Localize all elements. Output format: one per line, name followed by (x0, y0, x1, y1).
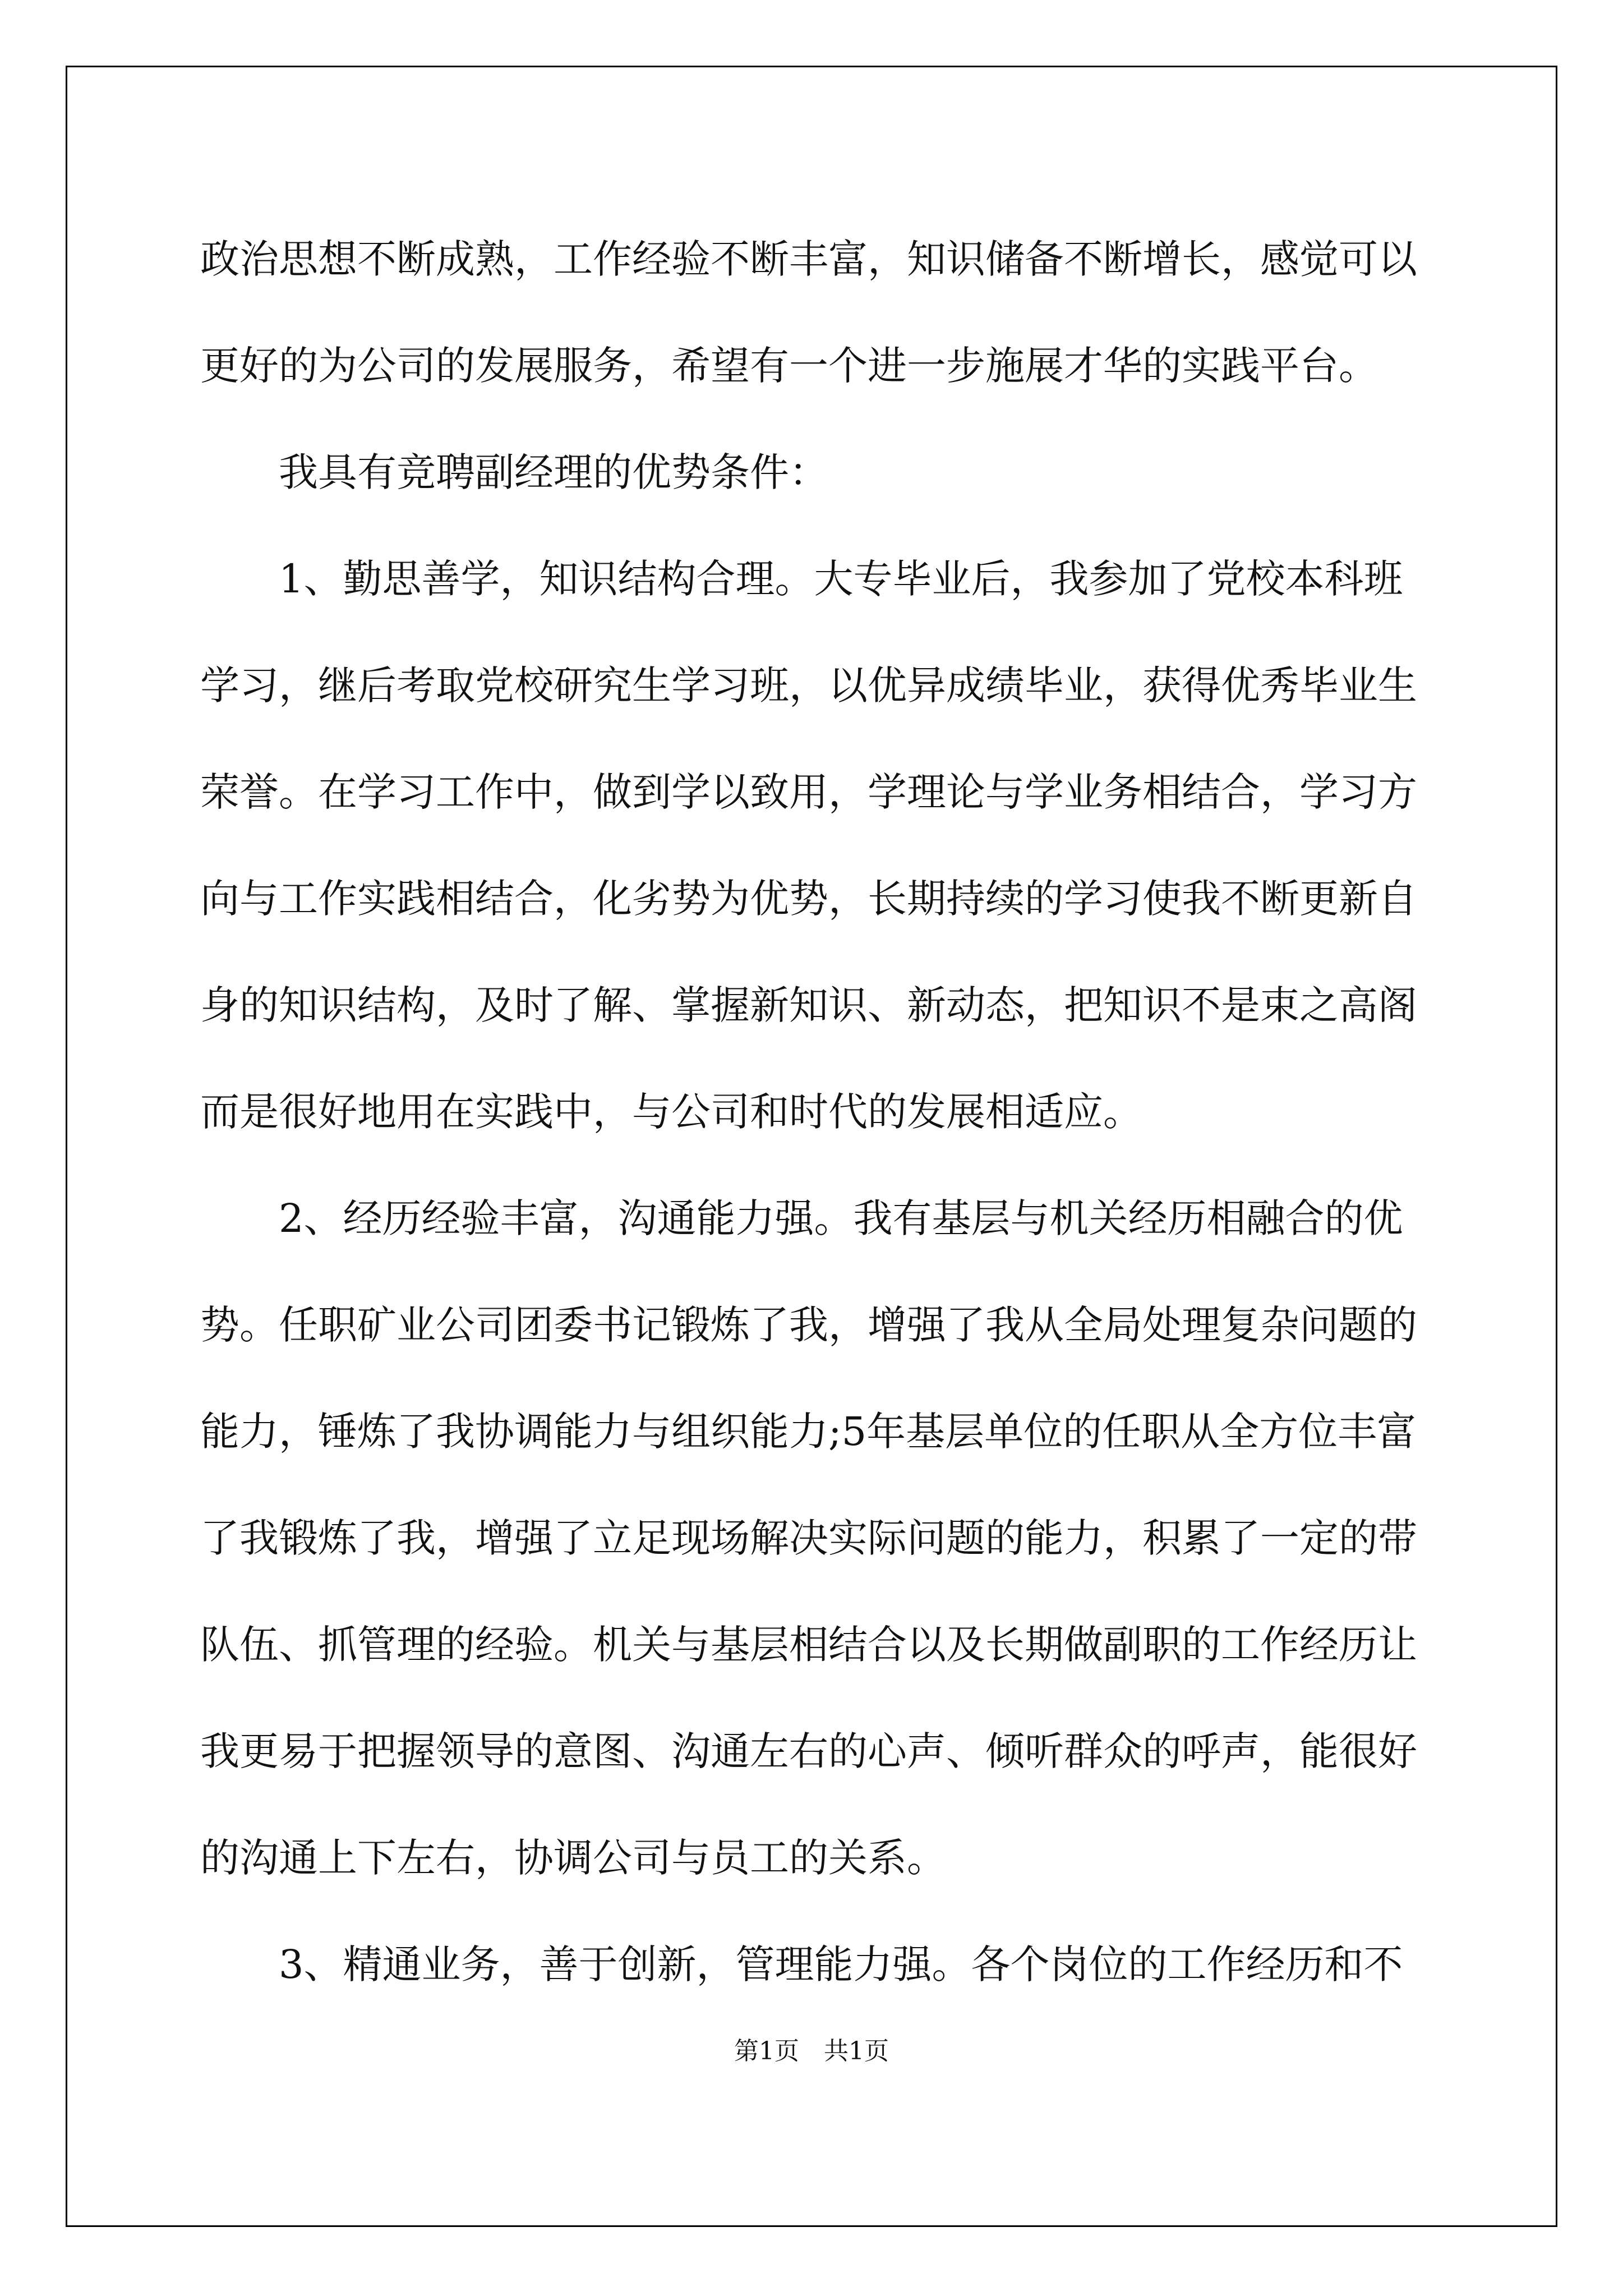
paragraph-text: 我具有竞聘副经理的优势条件： (279, 449, 828, 495)
paragraph-text: 1、勤思善学，知识结构合理。大专毕业后，我参加了党校本科班学习，继后考取党校研究生学习班，以优异成绩毕业，获得优秀毕业生荣誉。在学习工作中，做到学以致用，学理论与学业务相结合，学习方向与工作实践相结合，化劣势为优势，长期持续的学习使我不断更新自身的知识结构，及时了解、掌握新知识、新动态，把知识不是束之高阁而是很好地用在实践中，与公司和时代的发展相适应。 (200, 556, 1417, 1135)
paragraph (200, 419, 1431, 526)
page-number: 第1页 共1页 (734, 2037, 889, 2065)
paragraph (200, 206, 1431, 419)
paragraph (200, 1911, 1431, 2018)
paragraph-text: 3、精通业务，善于创新，管理能力强。各个岗位的工作经历和不 (279, 1941, 1403, 1987)
page-footer (0, 2031, 1623, 2067)
paragraph-text: 2、经历经验丰富，沟通能力强。我有基层与机关经历相融合的优势。任职矿业公司团委书记锻炼了我，增强了我从全局处理复杂问题的能力，锤炼了我协调能力与组织能力;5年基层单位的任职从全方位丰富了我锻炼了我，增强了立足现场解决实际问题的能力，积累了一定的带队伍、抓管理的经验。机关与基层相结合以及长期做副职的工作经历让我更易于把握领导的意图、沟通左右的心声、倾听群众的呼声，能很好的沟通上下左右，协调公司与员工的关系。 (200, 1195, 1417, 1881)
paragraph (200, 1165, 1431, 1911)
paragraph-text: 政治思想不断成熟，工作经验不断丰富，知识储备不断增长，感觉可以更好的为公司的发展服务，希望有一个进一步施展才华的实践平台。 (200, 236, 1417, 389)
paragraph (200, 526, 1431, 1165)
document-body (200, 206, 1431, 2018)
